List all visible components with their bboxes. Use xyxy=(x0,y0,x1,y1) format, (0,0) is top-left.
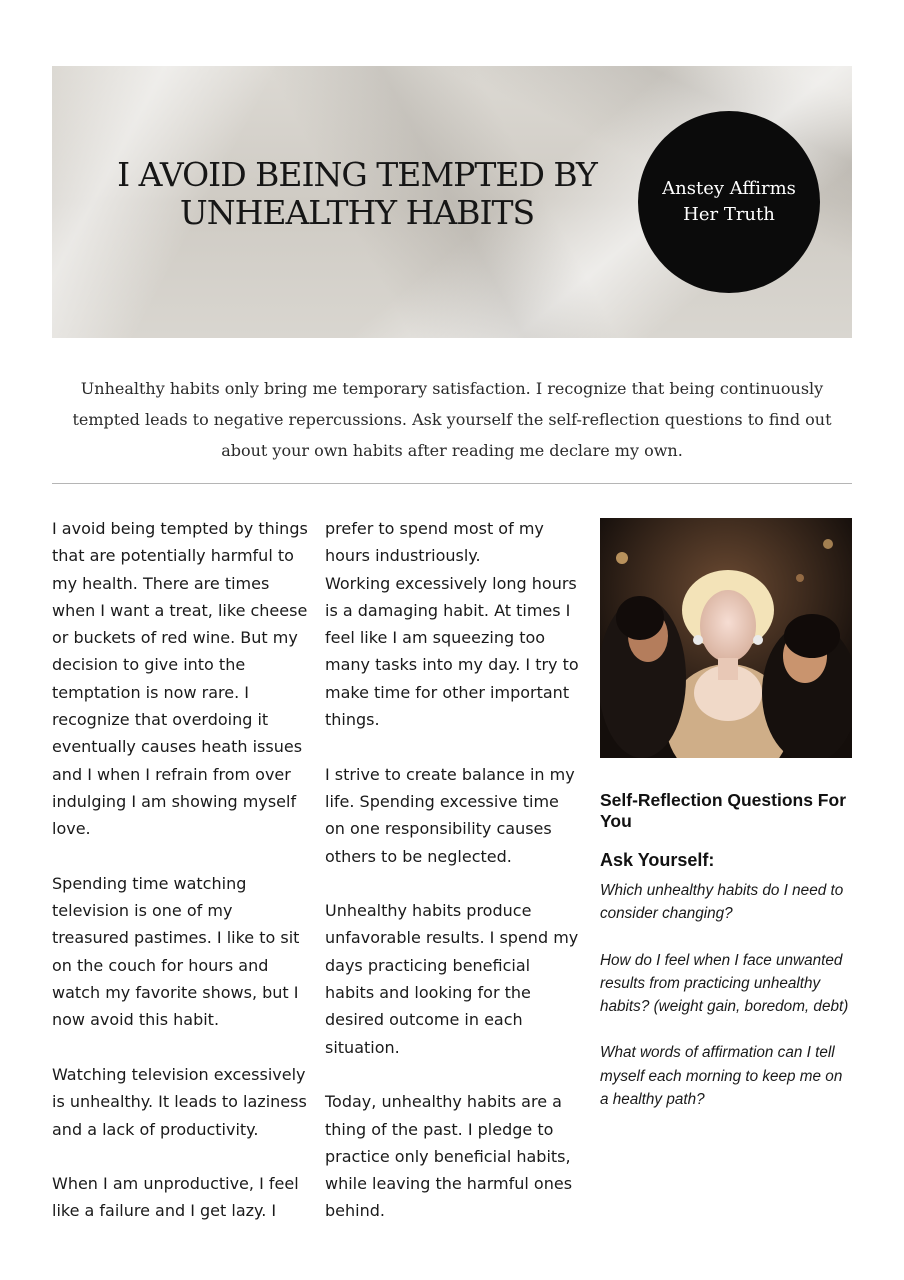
paragraph: Watching television excessively is unhealthy. It leads to laziness and a lack of productivity. xyxy=(52,1064,307,1139)
paragraph: Unhealthy habits produce unfavorable results. I spend my days practicing beneficial habits and looking for the desired outcome in each situation. xyxy=(325,901,579,1057)
self-reflection-panel xyxy=(600,790,852,1111)
article-column-1 xyxy=(52,515,310,1225)
divider xyxy=(52,483,852,484)
page-title: I AVOID BEING TEMPTED BY UNHEALTHY HABITS xyxy=(117,155,597,232)
paragraph: Working excessively long hours is a damaging habit. At times I feel like I am squeezing too many tasks into my day. I try to make time for other important things. xyxy=(325,573,579,730)
header-banner xyxy=(52,66,852,338)
question-item: What words of affirmation can I tell myself each morning to keep me on a healthy path? xyxy=(600,1044,843,1109)
sidebar-heading: Self-Reflection Questions For You xyxy=(600,790,846,831)
paragraph: prefer to spend most of my hours industriously. xyxy=(325,519,544,566)
paragraph: I strive to create balance in my life. Spending excessive time on one responsibility causes others to be neglected. xyxy=(325,764,575,866)
affirm-badge xyxy=(638,111,820,293)
sidebar-subheading: Ask Yourself: xyxy=(600,850,715,870)
intro-paragraph: Unhealthy habits only bring me temporary satisfaction. I recognize that being continuously tempted leads to negative repercussions. Ask yourself the self-reflection questions to find out about your own habits after reading me declare my own. xyxy=(72,379,832,460)
paragraph: When I am unproductive, I feel like a failure and I get lazy. I xyxy=(52,1174,299,1221)
paragraph: I avoid being tempted by things that are potentially harmful to my health. There are times when I want a treat, like cheese or buckets of red wine. But my decision to give into the temptation is now rare. I recognize that overdoing it eventually causes heath issues and I when I refrain from over indulging I am showing myself love. xyxy=(52,519,308,839)
question-item: How do I feel when I face unwanted results from practicing unhealthy habits? (weight gain, boredom, debt) xyxy=(600,951,849,1016)
photo-illustration xyxy=(600,518,852,758)
article-column-2 xyxy=(325,515,583,1225)
paragraph: Spending time watching television is one of my treasured pastimes. I like to sit on the couch for hours and watch my favorite shows, but I now avoid this habit. xyxy=(52,873,300,1030)
question-item: Which unhealthy habits do I need to consider changing? xyxy=(600,882,844,923)
group-photo xyxy=(600,518,852,758)
badge-text: Anstey Affirms Her Truth xyxy=(662,178,796,225)
paragraph: Today, unhealthy habits are a thing of the past. I pledge to practice only beneficial habits, while leaving the harmful ones behind. xyxy=(325,1092,573,1221)
